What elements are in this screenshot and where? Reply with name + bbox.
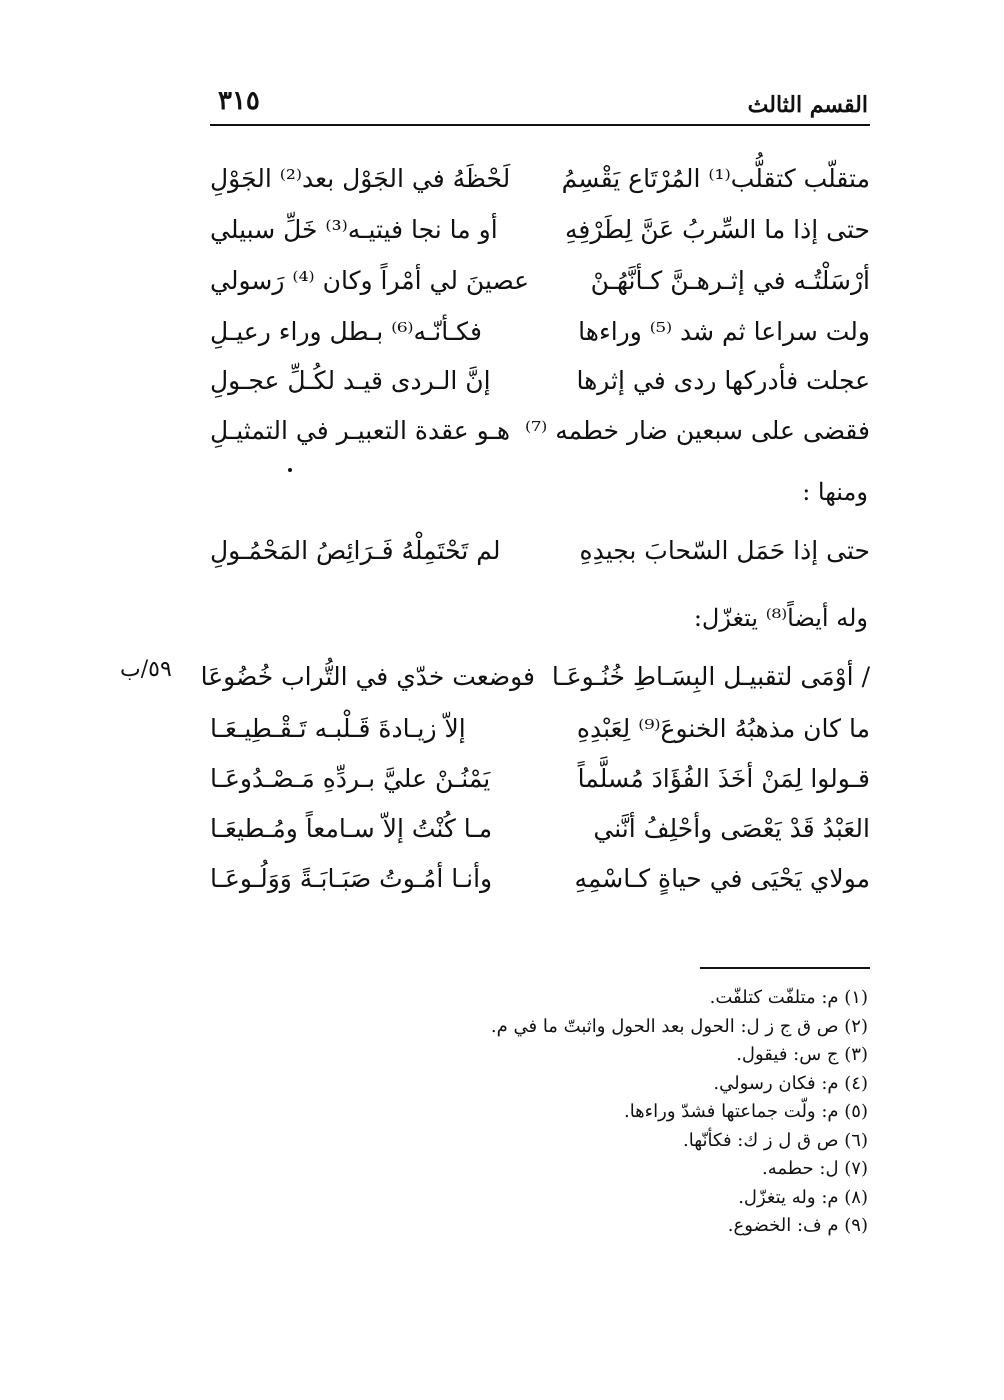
header-rule [210,124,870,126]
folio-marker: ٥٩/ب [120,657,172,682]
verse-first-hemistich: ما كان مذهبُهُ الخنوعَ⁽⁹⁾ لِعَبْدِهِ [576,714,870,743]
verse-line [210,404,870,458]
verse-first-hemistich: متقلّب كتقلُّب⁽¹⁾ المُرْتَاع يَقْسِمُ [561,164,870,193]
verse-second-hemistich: يَمْنُـنْ عليَّ بـردِّهِ مَـصْـدُوعَـا [210,764,491,793]
verse-second-hemistich: إنَّ الـردى قيـد لكُـلِّ عجـولِ [210,366,491,395]
verse-line [210,203,870,257]
verse-line [210,524,870,578]
verse-first-hemistich: أرْسَلْتُـه في إثـرهـنَّ كـأنَّهُـنْ [590,266,870,295]
footnote: (٦) ص ق ل ز ك: فكأنّها. [683,1129,868,1151]
verse-second-hemistich: وأنـا أمُـوتُ صَبَـابَـةً وَوَلُـوعَـا [210,864,493,893]
footnote: (٣) ج س: فيقول. [736,1044,868,1065]
footnote: (٥) م: ولّت جماعتها فشدّ وراءها. [623,1101,868,1122]
verse-first-hemistich: مولاي يَحْيَى في حياةٍ كـاسْمِهِ [574,864,870,893]
verse-line [210,354,870,408]
verse-line [210,305,870,359]
verse-second-hemistich: لَحْظَهُ في الجَوْل بعد⁽²⁾ الجَوْلِ [210,164,511,193]
page-number: ٣١٥ [218,86,260,116]
verse-second-hemistich: هـو عقدة التعبيـر في التمثيـلِ [210,416,511,445]
footnote: (١) م: متلفّت كتلفّت. [709,987,868,1008]
footnote-rule [700,967,870,969]
verse-line [200,650,870,704]
verse-line [210,152,870,206]
verse-second-hemistich: عصينَ لي أمْراً وكان ⁽⁴⁾ رَسولي [210,266,530,295]
footnotes [208,984,868,1241]
verse-line [210,254,870,308]
footnote: (٨) م: وله يتغزّل. [738,1186,868,1208]
verse-line [210,852,870,906]
section-title: القسم الثالث [747,92,868,118]
verse-second-hemistich: لم تَحْتَمِلْهُ فَـرَائِصُ المَحْمُـولِ [210,536,501,565]
verse-first-hemistich: / أوْمَى لتقبيـل البِسَـاطِ خُنُـوعَـا [551,662,870,691]
verse-line [210,752,870,806]
verse-first-hemistich: العَبْدُ قَدْ يَعْصَى وأحْلِفُ أنَّني [593,814,870,843]
verse-second-hemistich: إلاّ زيـادةَ قَـلْبـه تَـقْـطِيـعَـا [210,714,466,743]
verse-line [210,702,870,756]
footnote: (٤) م: فكان رسولي. [713,1072,868,1094]
verse-first-hemistich: فقضى على سبعين ضار خطمه ⁽⁷⁾ [524,416,870,445]
minha-label: ومنها : [802,478,868,506]
verse-first-hemistich: حتى إذا ما السِّربُ عَنَّ لِطَرْفِهِ [564,215,870,244]
verse-first-hemistich: عجلت فأدركها ردى في إثرها [576,366,870,395]
footnote: (٢) ص ق ج ز ل: الحول بعد الحول واثبتّ ما في م. [490,1015,868,1037]
verse-first-hemistich: قـولوا لِمَنْ أخَذَ الفُؤَادَ مُسلَّماً [577,764,870,793]
verse-second-hemistich: فوضعت خدّي في التُّراب خُضُوعَا [200,662,535,691]
verse-second-hemistich: فكـأنّـه⁽⁶⁾ بـطل وراء رعيـلِ [210,317,482,346]
verse-second-hemistich: أو ما نجا فيتيـه⁽³⁾ خَلِّ سبيلي [210,215,498,244]
footnote: (٧) ل: حطمه. [762,1158,868,1179]
intro-line: وله أيضاً⁽⁸⁾ يتغزّل: [693,604,868,632]
footnote: (٩) م ف: الخضوع. [727,1215,868,1236]
verse-second-hemistich: مـا كُنْتُ إلاّ سـامعاً ومُـطيعَـا [210,814,493,843]
verse-line [210,802,870,856]
verse-first-hemistich: ولت سراعا ثم شد ⁽⁵⁾ وراءها [578,317,870,346]
verse-first-hemistich: حتى إذا حَمَل السّحابَ بجيدِهِ [579,536,870,565]
